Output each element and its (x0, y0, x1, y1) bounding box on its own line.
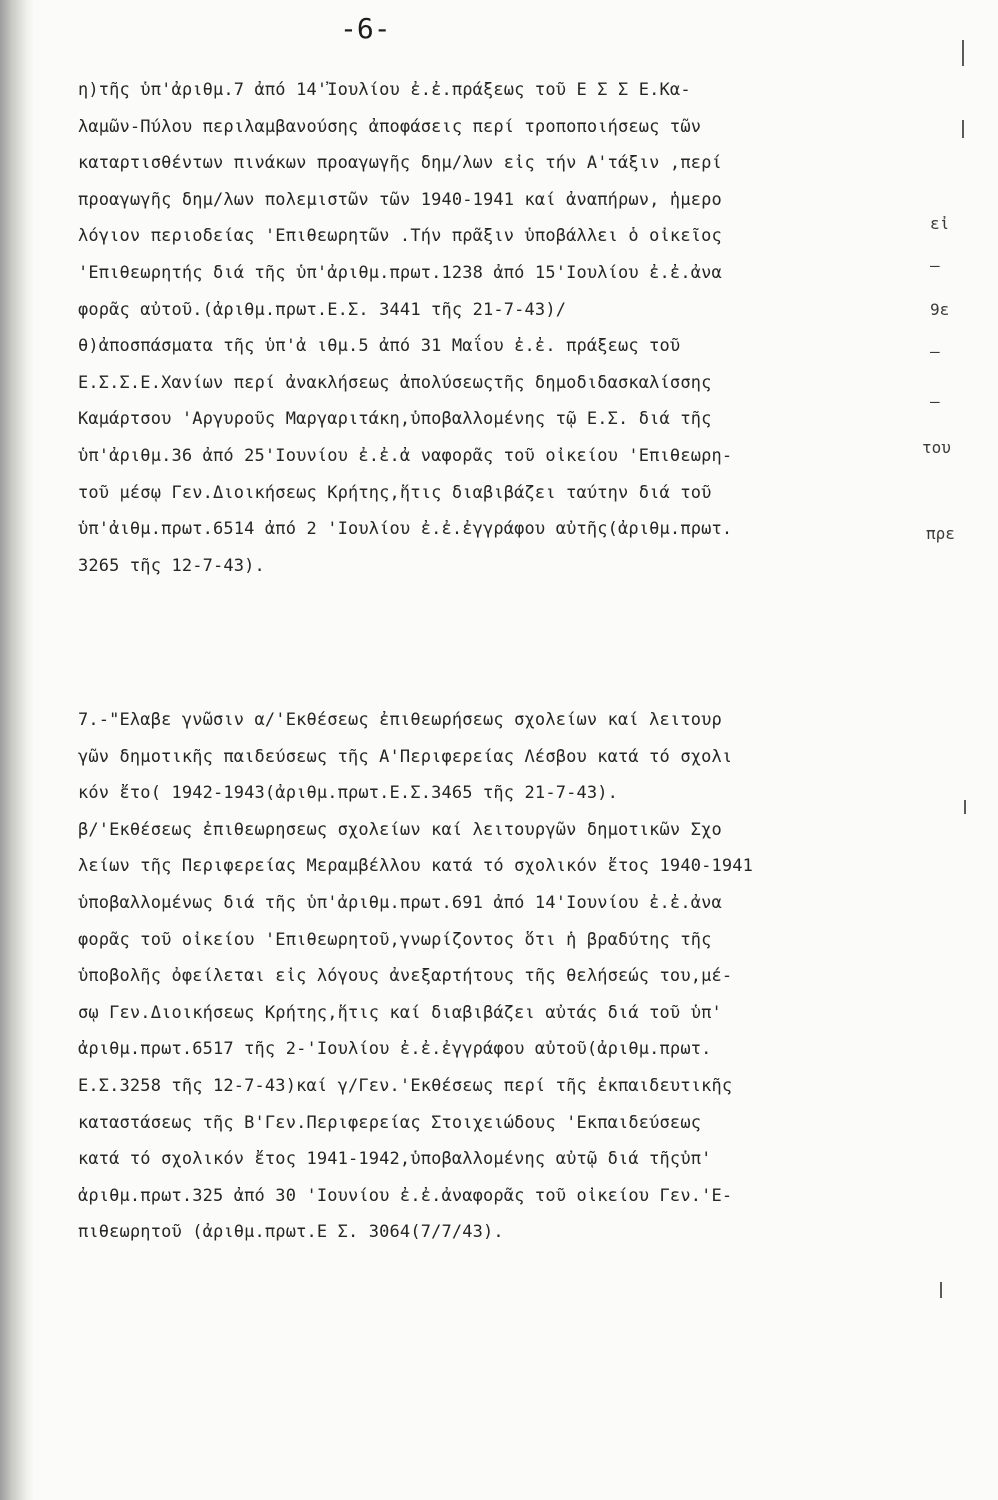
text-line: ὑπ'ἀριθμ.36 ἀπό 25'Ιουνίου ἐ.ἐ.ἀ ναφορᾶς τοῦ οἰκείου 'Επιθεωρη- (78, 445, 733, 466)
margin-stroke (962, 40, 964, 66)
text-line: λαμῶν-Πύλου περιλαμβανούσης ἀποφάσεις περί τροποποιήσεως τῶν (78, 116, 702, 137)
text-line: καταστάσεως τῆς Β'Γεν.Περιφερείας Στοιχειώδους 'Εκπαιδεύσεως (78, 1112, 702, 1133)
text-line: προαγωγῆς δημ/λων πολεμιστῶν τῶν 1940-1941 καί ἀναπήρων, ἡμερο (78, 189, 722, 210)
text-line: ἀριθμ.πρωτ.6517 τῆς 2-'Ιουλίου ἐ.ἐ.ἐγγράφου αὐτοῦ(ἀριθμ.πρωτ. (78, 1039, 712, 1060)
text-line: λείων τῆς Περιφερείας Μεραμβέλλου κατά τό σχολικόν ἔτος 1940-1941 (78, 856, 754, 877)
margin-stroke (964, 800, 966, 814)
text-line: Ε.Σ.Σ.Ε.Χανίων περί ἀνακλήσεως ἀπολύσεωςτῆς δημοδιδασκαλίσσης (78, 372, 712, 393)
text-line: β/'Εκθέσεως ἐπιθεωρησεως σχολείων καί λειτουργῶν δημοτικῶν Σχο (78, 819, 722, 840)
text-line: ὑπ'ἀιθμ.πρωτ.6514 ἀπό 2 'Ιουλίου ἐ.ἐ.ἐγγράφου αὐτῆς(ἀριθμ.πρωτ. (78, 519, 733, 540)
text-line: κόν ἔτο( 1942-1943(ἀριθμ.πρωτ.Ε.Σ.3465 τῆς 21-7-43). (78, 783, 619, 804)
text-line: φορᾶς αὐτοῦ.(ἀριθμ.πρωτ.Ε.Σ. 3441 τῆς 21-7-43)/ (78, 299, 567, 320)
page-number: -6- (340, 12, 391, 45)
text-line: Καμάρτσου 'Αργυροῦς Μαργαριτάκη,ὑποβαλλομένης τῷ Ε.Σ. διά τῆς (78, 409, 712, 430)
text-line: Ε.Σ.3258 τῆς 12-7-43)καί γ/Γεν.'Εκθέσεως περί τῆς ἐκπαιδευτικῆς (78, 1075, 733, 1096)
text-line: γῶν δημοτικῆς παιδεύσεως τῆς Α'Περιφερείας Λέσβου κατά τό σχολι (78, 746, 733, 767)
margin-note: εἰ (930, 214, 950, 233)
text-line: ὑποβολῆς ὀφείλεται εἰς λόγους ἀνεξαρτήτους τῆς θελήσεώς του,μέ- (78, 966, 733, 987)
paragraph-items-h-theta (78, 72, 923, 584)
margin-note: – (930, 256, 940, 275)
text-line: 3265 τῆς 12-7-43). (78, 555, 265, 576)
text-line: λόγιον περιοδείας 'Επιθεωρητῶν .Τήν πρᾶξιν ὑποβάλλει ὁ οἰκεῖος (78, 226, 722, 247)
paragraph-item-7 (78, 702, 923, 1251)
margin-note: – (930, 342, 940, 361)
margin-stroke (962, 120, 964, 138)
text-line: σῳ Γεν.Διοικήσεως Κρήτης,ἥτις καί διαβιβάζει αὐτάς διά τοῦ ὑπ' (78, 1002, 722, 1023)
text-line: ἀριθμ.πρωτ.325 ἀπό 30 'Ιουνίου ἐ.ἐ.ἀναφορᾶς τοῦ οἰκείου Γεν.'Ε- (78, 1185, 733, 1206)
scan-binding-shadow (0, 0, 34, 1500)
text-line: τοῦ μέσῳ Γεν.Διοικήσεως Κρήτης,ἥτις διαβιβάζει ταύτην διά τοῦ (78, 482, 712, 503)
text-line: καταρτισθέντων πινάκων προαγωγῆς δημ/λων εἰς τήν Α'τάξιν ,περί (78, 153, 722, 174)
margin-note: – (930, 392, 940, 411)
text-line: 7.-"Ελαβε γνῶσιν α/'Εκθέσεως ἐπιθεωρήσεως σχολείων καί λειτουρ (78, 710, 722, 730)
text-line: φορᾶς τοῦ οἰκείου 'Επιθεωρητοῦ,γνωρίζοντος ὅτι ἡ βραδύτης τῆς (78, 929, 712, 950)
text-line: ὑποβαλλομένως διά τῆς ὑπ'ἀριθμ.πρωτ.691 ἀπό 14'Ιουνίου ἐ.ἐ.ἀνα (78, 892, 722, 913)
text-line: κατά τό σχολικόν ἔτος 1941-1942,ὑποβαλλομένης αὐτῷ διά τῆςὑπ' (78, 1149, 712, 1170)
margin-note: 9ε (930, 300, 950, 319)
text-line: θ)ἀποσπάσματα τῆς ὑπ'ἀ ιθμ.5 ἀπό 31 Μαΐου ἐ.ἐ. πράξεως τοῦ (78, 336, 681, 357)
text-line: πιθεωρητοῦ (ἀριθμ.πρωτ.Ε Σ. 3064(7/7/43). (78, 1222, 504, 1243)
margin-note: του (922, 438, 951, 457)
margin-stroke (940, 1282, 942, 1298)
text-line: η)τῆς ὑπ'ἀριθμ.7 ἀπό 14'Ἰουλίου ἐ.ἐ.πράξεως τοῦ Ε Σ Σ Ε.Κα- (78, 80, 691, 100)
text-line: 'Επιθεωρητής διά τῆς ὑπ'ἀριθμ.πρωτ.1238 ἀπό 15'Ιουλίου ἐ.ἐ.ἀνα (78, 262, 722, 283)
margin-note: πρε (926, 524, 955, 543)
